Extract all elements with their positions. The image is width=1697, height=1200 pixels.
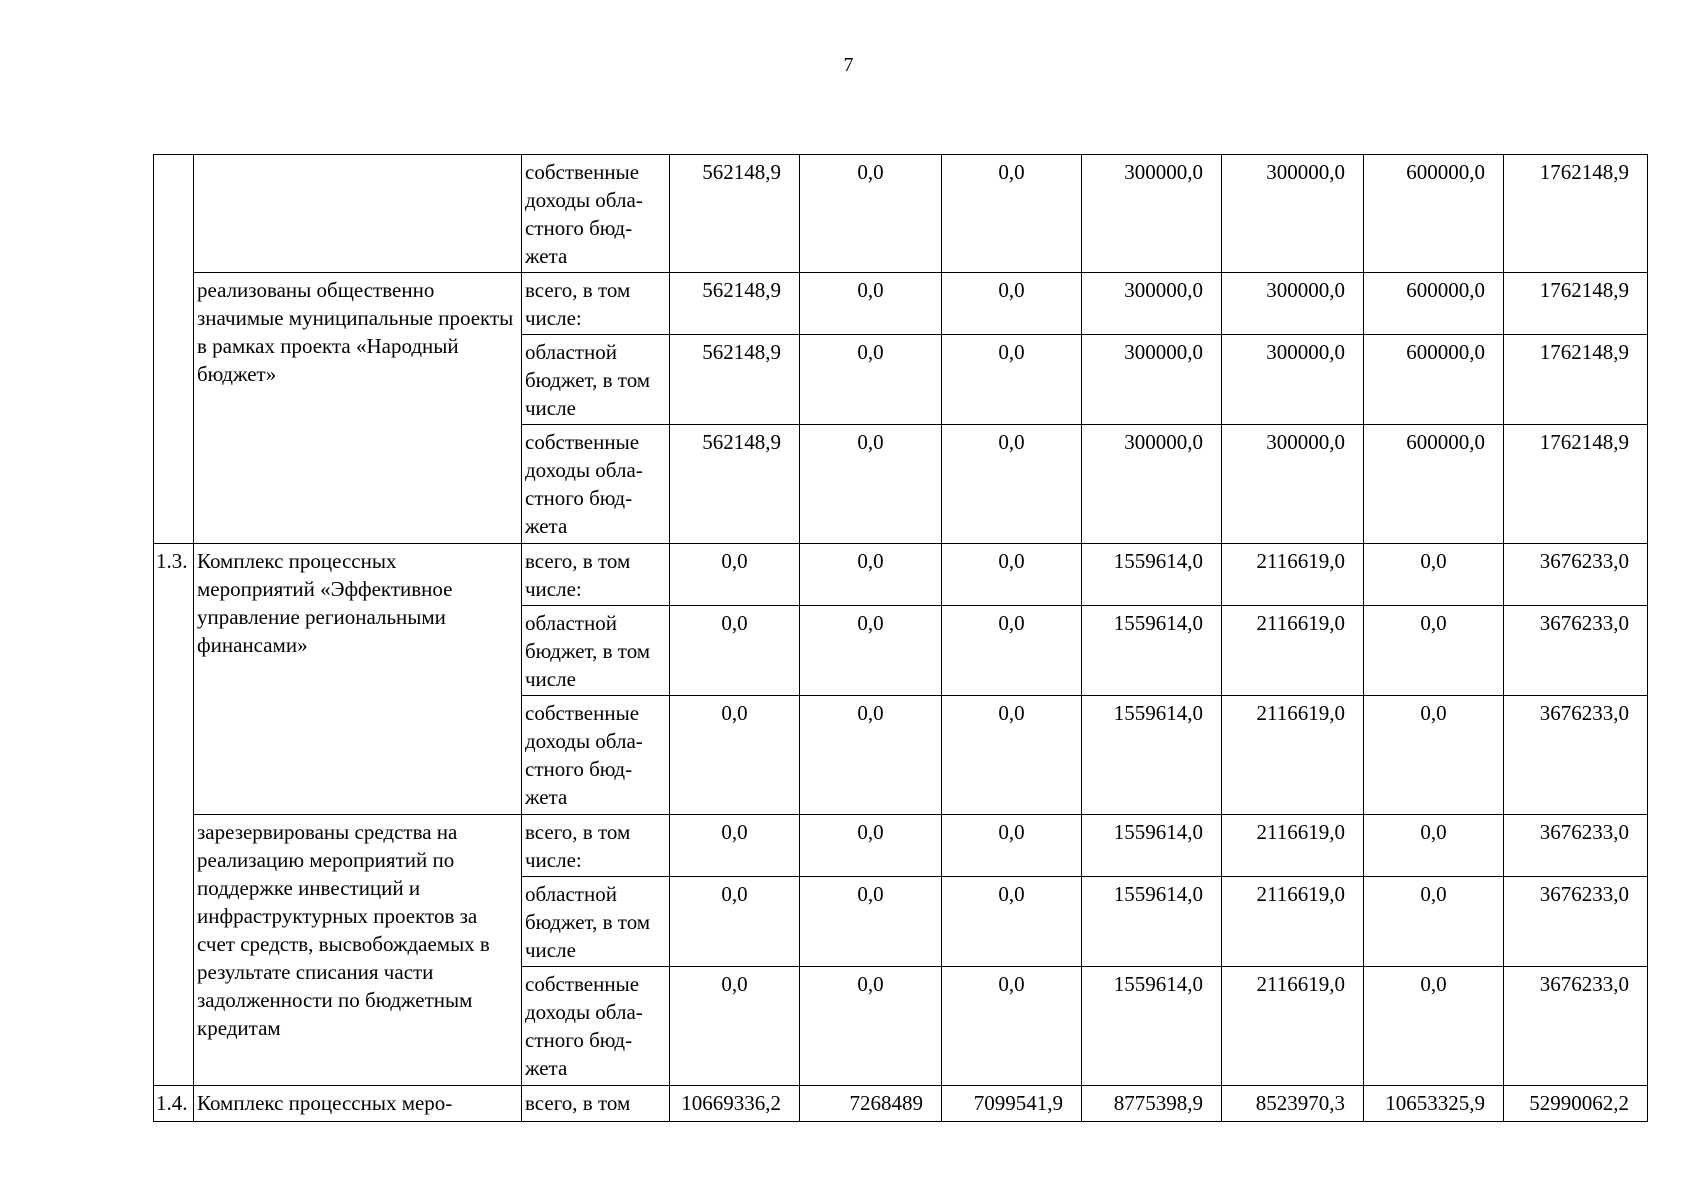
- amount-cell-6: 10653325,9: [1364, 1086, 1504, 1122]
- amount-cell-5: 8523970,3: [1222, 1086, 1364, 1122]
- funding-source-cell: всего, в том числе:: [522, 273, 670, 335]
- amount-cell-1: 0,0: [670, 544, 800, 606]
- amount-cell-6: 600000,0: [1364, 425, 1504, 544]
- row-index-cell: 1.4.: [154, 1086, 194, 1122]
- amount-cell-1: 0,0: [670, 696, 800, 815]
- amount-cell-3: 0,0: [942, 335, 1082, 425]
- amount-cell-4: 8775398,9: [1082, 1086, 1222, 1122]
- amount-cell-7: 1762148,9: [1504, 155, 1648, 273]
- amount-cell-5: 2116619,0: [1222, 967, 1364, 1086]
- amount-cell-7: 3676233,0: [1504, 877, 1648, 967]
- amount-cell-4: 1559614,0: [1082, 544, 1222, 606]
- amount-cell-2: 0,0: [800, 696, 942, 815]
- item-name-cell: Комплекс процессных меро-: [194, 1086, 522, 1122]
- amount-cell-6: 0,0: [1364, 544, 1504, 606]
- amount-cell-5: 2116619,0: [1222, 606, 1364, 696]
- funding-source-cell: областной бюджет, в том числе: [522, 606, 670, 696]
- amount-cell-2: 0,0: [800, 544, 942, 606]
- amount-cell-4: 300000,0: [1082, 155, 1222, 273]
- amount-cell-2: 0,0: [800, 425, 942, 544]
- amount-cell-5: 2116619,0: [1222, 815, 1364, 877]
- amount-cell-1: 562148,9: [670, 425, 800, 544]
- item-name-cell: [194, 155, 522, 273]
- item-name-cell: Комплекс процессных мероприятий «Эффективное управление региональными финансами»: [194, 544, 522, 815]
- amount-cell-3: 0,0: [942, 877, 1082, 967]
- amount-cell-3: 0,0: [942, 815, 1082, 877]
- table-row: [154, 1086, 1648, 1122]
- amount-cell-4: 1559614,0: [1082, 606, 1222, 696]
- amount-cell-3: 0,0: [942, 425, 1082, 544]
- item-name-cell: зарезервированы средства на реализацию мероприятий по поддержке инвестиций и инфраструктурных проектов за счет средств, высвобождаемых в результате списания части задолженности по бюджетным кредитам: [194, 815, 522, 1086]
- funding-source-cell: собственные доходы обла-стного бюд-жета: [522, 967, 670, 1086]
- amount-cell-3: 0,0: [942, 544, 1082, 606]
- amount-cell-2: 0,0: [800, 155, 942, 273]
- amount-cell-6: 0,0: [1364, 967, 1504, 1086]
- funding-source-cell: всего, в том числе:: [522, 544, 670, 606]
- amount-cell-6: 0,0: [1364, 815, 1504, 877]
- funding-source-cell: областной бюджет, в том числе: [522, 877, 670, 967]
- table-row: [154, 155, 1648, 273]
- amount-cell-4: 300000,0: [1082, 335, 1222, 425]
- amount-cell-2: 0,0: [800, 335, 942, 425]
- amount-cell-1: 10669336,2: [670, 1086, 800, 1122]
- amount-cell-6: 600000,0: [1364, 273, 1504, 335]
- amount-cell-1: 0,0: [670, 815, 800, 877]
- amount-cell-5: 300000,0: [1222, 273, 1364, 335]
- amount-cell-6: 0,0: [1364, 877, 1504, 967]
- amount-cell-3: 0,0: [942, 273, 1082, 335]
- funding-source-cell: собственные доходы обла-стного бюд-жета: [522, 425, 670, 544]
- funding-source-cell: собственные доходы обла-стного бюд-жета: [522, 155, 670, 273]
- amount-cell-3: 0,0: [942, 606, 1082, 696]
- amount-cell-6: 600000,0: [1364, 335, 1504, 425]
- amount-cell-4: 300000,0: [1082, 425, 1222, 544]
- amount-cell-5: 2116619,0: [1222, 877, 1364, 967]
- amount-cell-4: 1559614,0: [1082, 877, 1222, 967]
- amount-cell-1: 562148,9: [670, 155, 800, 273]
- amount-cell-6: 600000,0: [1364, 155, 1504, 273]
- amount-cell-7: 1762148,9: [1504, 273, 1648, 335]
- amount-cell-7: 3676233,0: [1504, 544, 1648, 606]
- budget-table: [153, 154, 1648, 1122]
- amount-cell-2: 7268489: [800, 1086, 942, 1122]
- amount-cell-5: 300000,0: [1222, 335, 1364, 425]
- row-index-cell: [154, 155, 194, 544]
- amount-cell-2: 0,0: [800, 273, 942, 335]
- amount-cell-6: 0,0: [1364, 606, 1504, 696]
- funding-source-cell: собственные доходы обла-стного бюд-жета: [522, 696, 670, 815]
- amount-cell-5: 300000,0: [1222, 155, 1364, 273]
- table-row: [154, 273, 1648, 335]
- amount-cell-2: 0,0: [800, 815, 942, 877]
- amount-cell-4: 1559614,0: [1082, 696, 1222, 815]
- amount-cell-7: 1762148,9: [1504, 425, 1648, 544]
- amount-cell-4: 1559614,0: [1082, 815, 1222, 877]
- amount-cell-7: 3676233,0: [1504, 815, 1648, 877]
- amount-cell-1: 562148,9: [670, 335, 800, 425]
- funding-source-cell: всего, в том: [522, 1086, 670, 1122]
- amount-cell-2: 0,0: [800, 606, 942, 696]
- amount-cell-1: 0,0: [670, 967, 800, 1086]
- amount-cell-7: 3676233,0: [1504, 606, 1648, 696]
- amount-cell-6: 0,0: [1364, 696, 1504, 815]
- amount-cell-3: 7099541,9: [942, 1086, 1082, 1122]
- funding-source-cell: областной бюджет, в том числе: [522, 335, 670, 425]
- funding-source-cell: всего, в том числе:: [522, 815, 670, 877]
- amount-cell-7: 1762148,9: [1504, 335, 1648, 425]
- amount-cell-2: 0,0: [800, 967, 942, 1086]
- amount-cell-3: 0,0: [942, 696, 1082, 815]
- amount-cell-5: 2116619,0: [1222, 544, 1364, 606]
- item-name-cell: реализованы общественно значимые муниципальные проекты в рамках проекта «Народный бюджет»: [194, 273, 522, 544]
- amount-cell-1: 562148,9: [670, 273, 800, 335]
- amount-cell-7: 52990062,2: [1504, 1086, 1648, 1122]
- amount-cell-3: 0,0: [942, 967, 1082, 1086]
- amount-cell-3: 0,0: [942, 155, 1082, 273]
- amount-cell-1: 0,0: [670, 606, 800, 696]
- page-number: 7: [843, 54, 854, 76]
- amount-cell-4: 1559614,0: [1082, 967, 1222, 1086]
- amount-cell-5: 2116619,0: [1222, 696, 1364, 815]
- table-row: [154, 815, 1648, 877]
- amount-cell-4: 300000,0: [1082, 273, 1222, 335]
- amount-cell-2: 0,0: [800, 877, 942, 967]
- table-row: [154, 544, 1648, 606]
- amount-cell-5: 300000,0: [1222, 425, 1364, 544]
- amount-cell-1: 0,0: [670, 877, 800, 967]
- row-index-cell: 1.3.: [154, 544, 194, 1086]
- amount-cell-7: 3676233,0: [1504, 696, 1648, 815]
- amount-cell-7: 3676233,0: [1504, 967, 1648, 1086]
